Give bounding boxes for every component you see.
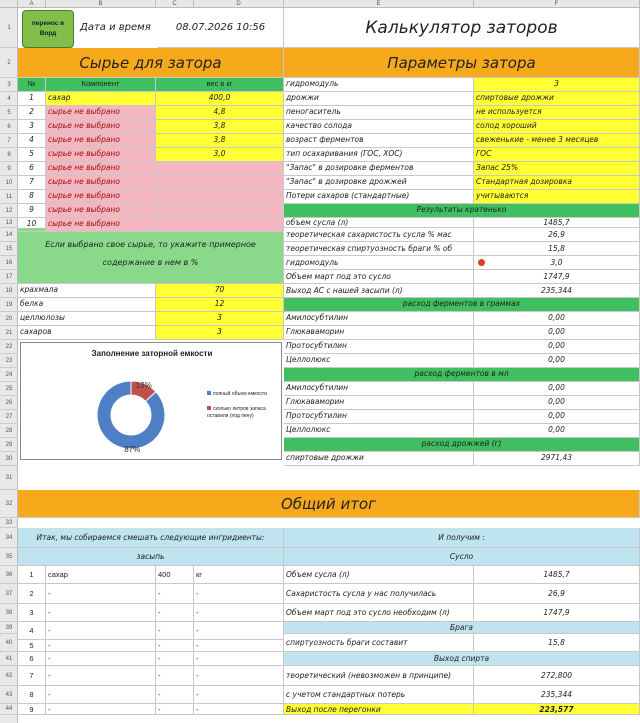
- raw-weight-input[interactable]: 400,0: [156, 92, 284, 106]
- param-label: возраст ферментов: [284, 134, 474, 148]
- row-header[interactable]: 9: [0, 162, 18, 176]
- raw-row-num: 2: [18, 106, 46, 120]
- raw-row-num: 5: [18, 148, 46, 162]
- yeast-label: спиртовые дрожжи: [284, 452, 474, 466]
- braga-title: Брага: [284, 622, 640, 634]
- corner-cell[interactable]: [0, 0, 18, 8]
- row-header[interactable]: 6: [0, 120, 18, 134]
- row-header[interactable]: 4: [0, 92, 18, 106]
- raw-weight-input[interactable]: 3,0: [156, 148, 284, 162]
- results-title: Результаты кратенько: [284, 204, 640, 218]
- legend-item-full: [207, 391, 281, 398]
- raw-weight-input[interactable]: [156, 204, 284, 218]
- suslo-label: Объем март под это сусло необходим (л): [284, 604, 474, 622]
- enzymes-g-label: Целлолюкс: [284, 354, 474, 368]
- row-header[interactable]: 16: [0, 256, 18, 270]
- content-input[interactable]: 70: [156, 284, 284, 298]
- summary-qty: -: [156, 604, 194, 622]
- enzymes-ml-value: 0,00: [474, 382, 640, 396]
- row-header[interactable]: 14: [0, 228, 18, 242]
- row-header[interactable]: 21: [0, 326, 18, 340]
- param-select[interactable]: не используется: [474, 106, 640, 120]
- raw-row-num: 8: [18, 190, 46, 204]
- row-header[interactable]: 43: [0, 686, 18, 704]
- vyhod-label: Выход после перегонки: [284, 704, 474, 715]
- warning-dot-icon: [478, 259, 485, 266]
- row-header[interactable]: 35: [0, 548, 18, 566]
- row-header[interactable]: 1: [0, 8, 18, 48]
- vyhod-value: 272,800: [474, 666, 640, 686]
- param-select[interactable]: солод хороший: [474, 120, 640, 134]
- row-header[interactable]: 11: [0, 190, 18, 204]
- raw-component-select[interactable]: сырье не выбрано: [46, 162, 156, 176]
- row-header[interactable]: 41: [0, 652, 18, 666]
- summary-row-num: 5: [18, 640, 46, 652]
- suslo-label: Объем сусла (л): [284, 566, 474, 584]
- summary-qty: -: [156, 652, 194, 666]
- row-header[interactable]: 31: [0, 466, 18, 490]
- content-label: белка: [18, 298, 156, 312]
- enzymes-g-label: Амилосубтилин: [284, 312, 474, 326]
- col-header-f[interactable]: F: [474, 0, 640, 8]
- yeast-title: расход дрожжей (г): [284, 438, 640, 452]
- raw-row-num: 4: [18, 134, 46, 148]
- row-header[interactable]: 3: [0, 78, 18, 92]
- raw-component-select[interactable]: сырье не выбрано: [46, 176, 156, 190]
- raw-component-select[interactable]: сырье не выбрано: [46, 204, 156, 218]
- param-label: Потери сахаров (стандартные): [284, 190, 474, 204]
- summary-qty: 400: [156, 566, 194, 584]
- summary-ingredient: сахар: [46, 566, 156, 584]
- param-select[interactable]: ГОС: [474, 148, 640, 162]
- raw-component-select[interactable]: сырье не выбрано: [46, 120, 156, 134]
- summary-row-num: 2: [18, 584, 46, 604]
- raw-section-title: Сырье для затора: [18, 48, 284, 78]
- summary-qty: -: [156, 686, 194, 704]
- raw-component-select[interactable]: сырье не выбрано: [46, 148, 156, 162]
- raw-component-select[interactable]: сырье не выбрано: [46, 190, 156, 204]
- raw-weight-input[interactable]: [156, 176, 284, 190]
- datetime-value: 08.07.2026 10:56: [158, 8, 284, 48]
- content-input[interactable]: 3: [156, 312, 284, 326]
- enzymes-ml-label: Целлолюкс: [284, 424, 474, 438]
- row-header[interactable]: 15: [0, 242, 18, 256]
- row-header[interactable]: 44: [0, 704, 18, 715]
- row-header[interactable]: 29: [0, 438, 18, 452]
- param-select[interactable]: свеженькие - менее 3 месяцев: [474, 134, 640, 148]
- enzymes-ml-value: 0,00: [474, 424, 640, 438]
- row-header[interactable]: 7: [0, 134, 18, 148]
- row-header[interactable]: 32: [0, 490, 18, 518]
- summary-row-num: 9: [18, 704, 46, 715]
- donut-label: 87%: [124, 444, 141, 454]
- zasyp-title: засыпь: [18, 548, 284, 566]
- raw-weight-input[interactable]: [156, 162, 284, 176]
- enzymes-g-value: 0,00: [474, 354, 640, 368]
- braga-label: спиртуозность браги составит: [284, 634, 474, 652]
- enzymes-ml-label: Протосубтилин: [284, 410, 474, 424]
- vyhod-label: теоретический (невозможен в принципе): [284, 666, 474, 686]
- summary-unit: кг: [194, 566, 284, 584]
- legend-label: полный объем емкости: [213, 391, 267, 397]
- suslo-value: 1485,7: [474, 566, 640, 584]
- summary-unit: -: [194, 604, 284, 622]
- result-value: 235,344: [474, 284, 640, 298]
- row-header[interactable]: 18: [0, 284, 18, 298]
- result-label: Выход АС с нашей засыпи (л): [284, 284, 474, 298]
- legend-item-reserve: [207, 406, 281, 420]
- result-value: 15,8: [474, 242, 640, 256]
- raw-component-select[interactable]: сырье не выбрано: [46, 106, 156, 120]
- row-header[interactable]: 20: [0, 312, 18, 326]
- content-label: сахаров: [18, 326, 156, 340]
- param-select[interactable]: 3: [474, 78, 640, 92]
- row-header[interactable]: 36: [0, 566, 18, 584]
- braga-value: 15,8: [474, 634, 640, 652]
- result-value: 1485,7: [474, 218, 640, 228]
- row-header[interactable]: 30: [0, 452, 18, 466]
- row-header[interactable]: 39: [0, 622, 18, 634]
- content-label: целлюлозы: [18, 312, 156, 326]
- enzymes-g-value: 0,00: [474, 326, 640, 340]
- suslo-value: 1747,9: [474, 604, 640, 622]
- result-label: теоретическая сахаристость сусла % мас: [284, 228, 474, 242]
- enzymes-g-title: расход ферментов в граммах: [284, 298, 640, 312]
- content-input[interactable]: 12: [156, 298, 284, 312]
- raw-row-num: 10: [18, 218, 46, 232]
- raw-col-num: №: [18, 78, 46, 92]
- row-header[interactable]: 38: [0, 604, 18, 622]
- donut-label: 13%: [135, 381, 152, 391]
- summary-ingredient: -: [46, 584, 156, 604]
- param-label: "Запас" в дозировке дрожжей: [284, 176, 474, 190]
- raw-row-num: 7: [18, 176, 46, 190]
- param-select[interactable]: учитываются: [474, 190, 640, 204]
- param-select[interactable]: Запас 25%: [474, 162, 640, 176]
- raw-row-num: 3: [18, 120, 46, 134]
- row-header[interactable]: 25: [0, 382, 18, 396]
- summary-right-head: И получим :: [284, 528, 640, 548]
- result-label: Объем март под это сусло: [284, 270, 474, 284]
- result-value: 1747,9: [474, 270, 640, 284]
- col-header-c[interactable]: C: [156, 0, 194, 8]
- summary-title: Общий итог: [18, 490, 640, 518]
- vyhod-label: с учетом стандартных потерь: [284, 686, 474, 704]
- row-header[interactable]: 10: [0, 176, 18, 190]
- summary-unit: -: [194, 704, 284, 715]
- row-header[interactable]: 26: [0, 396, 18, 410]
- raw-component-select[interactable]: сырье не выбрано: [46, 134, 156, 148]
- enzymes-ml-label: Глюкаваморин: [284, 396, 474, 410]
- summary-left-head: Итак, мы собираемся смешать следующие ингридиенты:: [18, 528, 284, 548]
- col-header-a[interactable]: A: [18, 0, 46, 8]
- word-export-button[interactable]: перенос в Ворд: [22, 10, 74, 48]
- param-label: "Запас" в дозировке ферментов: [284, 162, 474, 176]
- summary-qty: -: [156, 704, 194, 715]
- summary-ingredient: -: [46, 666, 156, 686]
- raw-weight-input[interactable]: [156, 190, 284, 204]
- summary-row-num: 4: [18, 622, 46, 640]
- raw-note: Если выбрано свое сырье, то укажите примерное содержание в нем в %: [18, 228, 284, 284]
- suslo-value: 26,9: [474, 584, 640, 604]
- param-select[interactable]: спиртовые дрожжи: [474, 92, 640, 106]
- summary-unit: -: [194, 622, 284, 640]
- params-section-title: Параметры затора: [284, 48, 640, 78]
- raw-component-select[interactable]: сырье не выбрано: [46, 218, 156, 232]
- enzymes-ml-title: расход ферментов в мл: [284, 368, 640, 382]
- row-header[interactable]: 33: [0, 518, 18, 528]
- result-label: теоретическая спиртуозность браги % об: [284, 242, 474, 256]
- row-header[interactable]: 19: [0, 298, 18, 312]
- result-label: гидромодуль: [284, 256, 474, 270]
- summary-unit: -: [194, 584, 284, 604]
- raw-weight-input[interactable]: 3,8: [156, 120, 284, 134]
- vyhod-value: 223,577: [474, 704, 640, 715]
- legend-label: сколько литров запаса оставили (под пену): [207, 406, 266, 419]
- fill-chart: [20, 342, 282, 460]
- row-header[interactable]: 37: [0, 584, 18, 604]
- enzymes-ml-label: Амилосубтилин: [284, 382, 474, 396]
- param-label: тип осахаривания (ГОС, ХОС): [284, 148, 474, 162]
- result-value: 3,0: [474, 256, 640, 270]
- raw-component-select[interactable]: сахар: [46, 92, 156, 106]
- suslo-title: Сусло: [284, 548, 640, 566]
- row-header[interactable]: 12: [0, 204, 18, 218]
- row-header[interactable]: 5: [0, 106, 18, 120]
- summary-unit: -: [194, 686, 284, 704]
- row-header[interactable]: 27: [0, 410, 18, 424]
- summary-unit: -: [194, 652, 284, 666]
- param-label: гидромодуль: [284, 78, 474, 92]
- summary-ingredient: -: [46, 640, 156, 652]
- chart-legend: [207, 391, 281, 420]
- raw-col-weight: вес в кг: [156, 78, 284, 92]
- raw-col-component: Компонент: [46, 78, 156, 92]
- enzymes-g-label: Глюкаваморин: [284, 326, 474, 340]
- datetime-label: Дата и время: [80, 22, 151, 33]
- summary-ingredient: -: [46, 652, 156, 666]
- column-headers: [0, 0, 640, 8]
- summary-ingredient: -: [46, 604, 156, 622]
- vyhod-title: Выход спирта: [284, 652, 640, 666]
- raw-row-num: 6: [18, 162, 46, 176]
- param-select[interactable]: Стандартная дозировка: [474, 176, 640, 190]
- content-label: крахмала: [18, 284, 156, 298]
- param-label: дрожжи: [284, 92, 474, 106]
- col-header-e[interactable]: E: [284, 0, 474, 8]
- row-header[interactable]: 40: [0, 634, 18, 652]
- result-value: 26,9: [474, 228, 640, 242]
- summary-ingredient: -: [46, 622, 156, 640]
- enzymes-ml-value: 0,00: [474, 396, 640, 410]
- summary-row-num: 1: [18, 566, 46, 584]
- enzymes-ml-value: 0,00: [474, 410, 640, 424]
- summary-unit: -: [194, 666, 284, 686]
- row-header[interactable]: 17: [0, 270, 18, 284]
- raw-weight-input[interactable]: 3,8: [156, 134, 284, 148]
- enzymes-g-value: 0,00: [474, 312, 640, 326]
- summary-ingredient: -: [46, 686, 156, 704]
- raw-weight-input[interactable]: [156, 218, 284, 232]
- col-header-d[interactable]: D: [194, 0, 284, 8]
- summary-row-num: 3: [18, 604, 46, 622]
- chart-title: Заполнение заторной емкости: [91, 349, 213, 358]
- legend-swatch-icon: [207, 406, 211, 410]
- raw-row-num: 1: [18, 92, 46, 106]
- summary-unit: -: [194, 640, 284, 652]
- summary-qty: -: [156, 584, 194, 604]
- param-label: пеногаситель: [284, 106, 474, 120]
- yeast-value: 2971,43: [474, 452, 640, 466]
- raw-weight-input[interactable]: 4,8: [156, 106, 284, 120]
- row-header[interactable]: 8: [0, 148, 18, 162]
- col-header-b[interactable]: B: [46, 0, 156, 8]
- summary-row-num: 8: [18, 686, 46, 704]
- legend-swatch-icon: [207, 391, 211, 395]
- row-header[interactable]: 42: [0, 666, 18, 686]
- raw-row-num: 9: [18, 204, 46, 218]
- summary-row-num: 7: [18, 666, 46, 686]
- row-header[interactable]: 24: [0, 368, 18, 382]
- param-label: качество солода: [284, 120, 474, 134]
- summary-qty: -: [156, 640, 194, 652]
- summary-row-num: 6: [18, 652, 46, 666]
- enzymes-g-label: Протосубтилин: [284, 340, 474, 354]
- row-header[interactable]: 34: [0, 528, 18, 548]
- app-title: Калькулятор заторов: [284, 8, 640, 48]
- result-label: объем сусла (л): [284, 218, 474, 228]
- suslo-label: Сахаристость сусла у нас получилась: [284, 584, 474, 604]
- row-headers: [0, 8, 18, 723]
- row-header[interactable]: 28: [0, 424, 18, 438]
- row-header[interactable]: 13: [0, 218, 18, 228]
- vyhod-value: 235,344: [474, 686, 640, 704]
- content-input[interactable]: 3: [156, 326, 284, 340]
- row-header[interactable]: 2: [0, 48, 18, 78]
- row-header[interactable]: 23: [0, 354, 18, 368]
- summary-qty: -: [156, 622, 194, 640]
- summary-ingredient: -: [46, 704, 156, 715]
- enzymes-g-value: 0,00: [474, 340, 640, 354]
- summary-qty: -: [156, 666, 194, 686]
- row-header[interactable]: 22: [0, 340, 18, 354]
